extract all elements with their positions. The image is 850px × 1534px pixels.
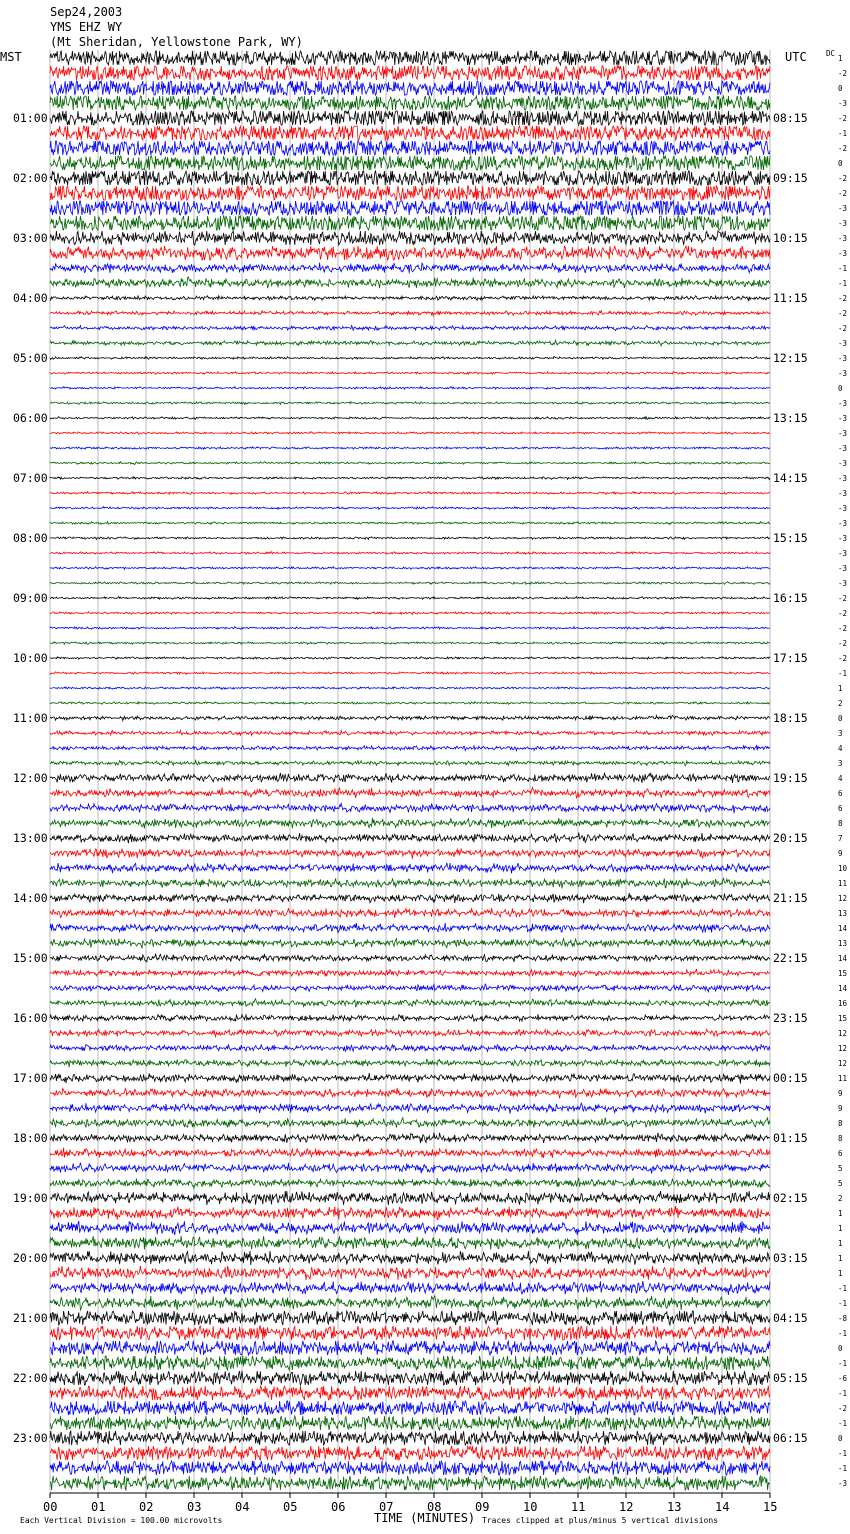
trace-line (50, 462, 770, 465)
dc-offset-label: -2 (838, 69, 848, 78)
trace-line (50, 356, 770, 359)
dc-offset-label: 6 (838, 804, 843, 813)
dc-offset-label: -2 (838, 1404, 848, 1413)
trace-line (50, 1341, 770, 1355)
trace-line (50, 552, 770, 555)
trace-line (50, 863, 770, 874)
mst-hour-label: 17:00 (13, 1071, 48, 1085)
x-tick-label: 11 (571, 1500, 586, 1514)
mst-axis-label: MST (0, 50, 22, 64)
utc-hour-label: 16:15 (773, 591, 808, 605)
trace-line (50, 1251, 770, 1265)
dc-offset-label: -2 (838, 144, 848, 153)
dc-offset-label: -2 (838, 639, 848, 648)
dc-offset-label: -3 (838, 459, 848, 468)
trace-line (50, 597, 770, 600)
x-tick-label: 15 (763, 1500, 778, 1514)
mst-hour-label: 03:00 (13, 231, 48, 245)
trace-line (50, 1416, 770, 1430)
dc-offset-label: 1 (838, 1224, 843, 1233)
trace-line (50, 387, 770, 390)
x-tick-label: 04 (235, 1500, 250, 1514)
mst-hour-label: 07:00 (13, 471, 48, 485)
trace-line (50, 492, 770, 495)
trace-line (50, 216, 770, 230)
trace-line (50, 731, 770, 736)
dc-offset-label: -3 (838, 474, 848, 483)
trace-line (50, 402, 770, 405)
x-tick-label: 02 (139, 1500, 154, 1514)
trace-group (50, 51, 770, 1490)
trace-line (50, 432, 770, 435)
footer-scale-note: Each Vertical Division = 100.00 microvolts (20, 1516, 223, 1525)
utc-hour-label: 02:15 (773, 1191, 808, 1205)
title-line-location: (Mt Sheridan, Yellowstone Park, WY) (50, 35, 303, 49)
trace-line (50, 201, 770, 215)
dc-offset-label: -6 (838, 1374, 848, 1383)
dc-offset-label: -3 (838, 339, 848, 348)
mst-hour-label: 13:00 (13, 831, 48, 845)
dc-offset-label: -1 (838, 1359, 848, 1368)
trace-line (50, 672, 770, 675)
dc-offset-label: 4 (838, 774, 843, 783)
dc-offset-label: 1 (838, 54, 843, 63)
trace-line (50, 1236, 770, 1250)
trace-line (50, 1178, 770, 1188)
dc-offset-label: -3 (838, 249, 848, 258)
trace-line (50, 263, 770, 274)
trace-line (50, 612, 770, 615)
dc-offset-label: 1 (838, 1254, 843, 1263)
mst-hour-label: 10:00 (13, 651, 48, 665)
trace-line (50, 582, 770, 585)
dc-offset-label: 13 (838, 939, 848, 948)
dc-offset-label: 12 (838, 1044, 848, 1053)
trace-line (50, 923, 770, 933)
dc-offset-label: -1 (838, 1389, 848, 1398)
utc-hour-label: 09:15 (773, 171, 808, 185)
mst-hour-label: 14:00 (13, 891, 48, 905)
dc-offset-label: -1 (838, 1329, 848, 1338)
dc-offset-label: 9 (838, 849, 843, 858)
trace-line (50, 1326, 770, 1340)
trace-line (50, 111, 770, 125)
title-line-date: Sep24,2003 (50, 5, 123, 19)
dc-offset-label: 14 (838, 984, 848, 993)
utc-hour-label: 20:15 (773, 831, 808, 845)
dc-offset-label: 3 (838, 759, 843, 768)
dc-offset-label: 8 (838, 819, 843, 828)
trace-line (50, 1044, 770, 1051)
trace-line (50, 340, 770, 346)
utc-hour-label: 03:15 (773, 1251, 808, 1265)
trace-line (50, 1206, 770, 1220)
dc-offset-labels (838, 54, 848, 1488)
trace-line (50, 642, 770, 645)
dc-offset-label: 12 (838, 1029, 848, 1038)
trace-line (50, 716, 770, 721)
dc-offset-label: 1 (838, 684, 843, 693)
dc-offset-label: 12 (838, 1059, 848, 1068)
dc-offset-label: 10 (838, 864, 848, 873)
mst-hour-label: 23:00 (13, 1431, 48, 1445)
dc-offset-label: 16 (838, 999, 848, 1008)
dc-offset-label: -1 (838, 279, 848, 288)
dc-offset-label: 7 (838, 834, 843, 843)
x-tick-label: 03 (187, 1500, 202, 1514)
dc-offset-label: -8 (838, 1314, 848, 1323)
dc-offset-label: -2 (838, 174, 848, 183)
trace-line (50, 1088, 770, 1099)
dc-offset-label: 8 (838, 1134, 843, 1143)
trace-line (50, 417, 770, 420)
dc-offset-label: -3 (838, 234, 848, 243)
trace-line (50, 477, 770, 480)
trace-line (50, 746, 770, 751)
trace-line (50, 567, 770, 570)
dc-offset-label: 6 (838, 789, 843, 798)
trace-line (50, 1029, 770, 1036)
trace-line (50, 156, 770, 170)
utc-hour-label: 00:15 (773, 1071, 808, 1085)
dc-offset-label: 2 (838, 1194, 843, 1203)
dc-offset-label: 0 (838, 84, 843, 93)
dc-offset-label: -2 (838, 594, 848, 603)
trace-line (50, 126, 770, 140)
mst-hour-label: 06:00 (13, 411, 48, 425)
dc-offset-label: 1 (838, 1209, 843, 1218)
x-tick-label: 10 (523, 1500, 538, 1514)
dc-label: DC (826, 49, 836, 58)
trace-line (50, 1431, 770, 1445)
trace-line (50, 522, 770, 525)
dc-offset-label: -1 (838, 1299, 848, 1308)
utc-hour-label: 01:15 (773, 1131, 808, 1145)
trace-line (50, 311, 770, 316)
trace-line (50, 1461, 770, 1475)
mst-hour-label: 18:00 (13, 1131, 48, 1145)
dc-offset-label: -3 (838, 204, 848, 213)
mst-hour-label: 09:00 (13, 591, 48, 605)
x-axis-title: TIME (MINUTES) (374, 1511, 476, 1525)
dc-offset-label: -3 (838, 1479, 848, 1488)
trace-line (50, 81, 770, 95)
trace-line (50, 507, 770, 510)
utc-hour-label: 08:15 (773, 111, 808, 125)
dc-offset-label: -3 (838, 489, 848, 498)
utc-hour-label: 10:15 (773, 231, 808, 245)
dc-offset-label: 11 (838, 1074, 848, 1083)
trace-line (50, 186, 770, 200)
dc-offset-label: -2 (838, 114, 848, 123)
title-line-station: YMS EHZ WY (50, 20, 123, 34)
dc-offset-label: -3 (838, 504, 848, 513)
dc-offset-label: -3 (838, 429, 848, 438)
dc-offset-label: -2 (838, 609, 848, 618)
dc-offset-label: -3 (838, 534, 848, 543)
dc-offset-label: -3 (838, 219, 848, 228)
dc-offset-label: 9 (838, 1089, 843, 1098)
dc-offset-label: 14 (838, 954, 848, 963)
trace-line (50, 849, 770, 859)
trace-line (50, 537, 770, 540)
dc-offset-label: -1 (838, 1464, 848, 1473)
mst-hour-label: 19:00 (13, 1191, 48, 1205)
trace-line (50, 1191, 770, 1205)
trace-line (50, 277, 770, 288)
utc-hour-label: 21:15 (773, 891, 808, 905)
dc-offset-label: 5 (838, 1179, 843, 1188)
dc-offset-label: -1 (838, 669, 848, 678)
trace-line (50, 1371, 770, 1385)
dc-offset-label: -3 (838, 519, 848, 528)
utc-hour-label: 19:15 (773, 771, 808, 785)
dc-offset-label: -3 (838, 99, 848, 108)
dc-offset-label: 9 (838, 1104, 843, 1113)
dc-offset-label: -3 (838, 564, 848, 573)
dc-offset-label: -3 (838, 444, 848, 453)
utc-hour-label: 15:15 (773, 531, 808, 545)
trace-line (50, 1281, 770, 1295)
dc-offset-label: -3 (838, 354, 848, 363)
dc-offset-label: 3 (838, 729, 843, 738)
dc-offset-label: -3 (838, 399, 848, 408)
mst-hour-label: 21:00 (13, 1311, 48, 1325)
trace-line (50, 999, 770, 1007)
mst-hour-labels (13, 111, 48, 1445)
dc-offset-label: 15 (838, 1014, 848, 1023)
x-tick-label: 09 (475, 1500, 490, 1514)
trace-line (50, 627, 770, 630)
dc-offset-label: 15 (838, 969, 848, 978)
trace-line (50, 296, 770, 301)
trace-line (50, 833, 770, 844)
trace-line (50, 1386, 770, 1400)
utc-hour-label: 13:15 (773, 411, 808, 425)
trace-line (50, 1221, 770, 1235)
dc-offset-label: -2 (838, 654, 848, 663)
utc-hour-label: 14:15 (773, 471, 808, 485)
mst-hour-label: 16:00 (13, 1011, 48, 1025)
dc-offset-label: 1 (838, 1239, 843, 1248)
trace-line (50, 984, 770, 992)
utc-hour-label: 05:15 (773, 1371, 808, 1385)
trace-line (50, 141, 770, 155)
trace-line (50, 803, 770, 813)
trace-line (50, 878, 770, 888)
trace-line (50, 687, 770, 690)
trace-line (50, 1133, 770, 1144)
trace-line (50, 231, 770, 245)
x-tick-label: 06 (331, 1500, 346, 1514)
mst-hour-label: 12:00 (13, 771, 48, 785)
dc-offset-label: 12 (838, 894, 848, 903)
trace-line (50, 969, 770, 977)
utc-hour-label: 04:15 (773, 1311, 808, 1325)
dc-offset-label: 6 (838, 1149, 843, 1158)
dc-offset-label: -1 (838, 1449, 848, 1458)
trace-line (50, 1266, 770, 1280)
trace-line (50, 1148, 770, 1158)
dc-offset-label: 0 (838, 1434, 843, 1443)
dc-offset-label: 2 (838, 699, 843, 708)
trace-line (50, 1311, 770, 1325)
dc-offset-label: -1 (838, 1284, 848, 1293)
dc-offset-label: 0 (838, 384, 843, 393)
dc-offset-label: -3 (838, 549, 848, 558)
footer-clip-note: Traces clipped at plus/minus 5 vertical divisions (482, 1516, 719, 1525)
utc-hour-label: 17:15 (773, 651, 808, 665)
trace-line (50, 246, 770, 260)
mst-hour-label: 20:00 (13, 1251, 48, 1265)
dc-offset-label: -2 (838, 624, 848, 633)
mst-hour-label: 11:00 (13, 711, 48, 725)
x-tick-label: 00 (43, 1500, 58, 1514)
trace-line (50, 96, 770, 110)
trace-line (50, 702, 770, 705)
utc-hour-label: 22:15 (773, 951, 808, 965)
trace-line (50, 372, 770, 375)
trace-line (50, 1296, 770, 1310)
dc-offset-label: -2 (838, 324, 848, 333)
trace-line (50, 447, 770, 450)
utc-hour-label: 12:15 (773, 351, 808, 365)
dc-offset-label: 0 (838, 714, 843, 723)
trace-line (50, 773, 770, 783)
x-tick-label: 14 (715, 1500, 730, 1514)
trace-line (50, 1118, 770, 1128)
trace-line (50, 787, 770, 798)
trace-line (50, 1014, 770, 1021)
utc-hour-label: 06:15 (773, 1431, 808, 1445)
dc-offset-label: -2 (838, 294, 848, 303)
mst-hour-label: 05:00 (13, 351, 48, 365)
mst-hour-label: 02:00 (13, 171, 48, 185)
dc-offset-label: -3 (838, 579, 848, 588)
trace-line (50, 1059, 770, 1067)
utc-hour-label: 11:15 (773, 291, 808, 305)
x-tick-label: 13 (667, 1500, 682, 1514)
utc-hour-labels (773, 111, 808, 1445)
dc-offset-label: 0 (838, 1344, 843, 1353)
trace-line (50, 1073, 770, 1084)
dc-offset-label: -1 (838, 1419, 848, 1428)
dc-offset-label: 14 (838, 924, 848, 933)
x-tick-label: 08 (427, 1500, 442, 1514)
dc-offset-label: -3 (838, 414, 848, 423)
x-tick-label: 01 (91, 1500, 106, 1514)
trace-line (50, 326, 770, 331)
trace-line (50, 657, 770, 660)
trace-line (50, 1356, 770, 1370)
trace-line (50, 171, 770, 185)
trace-line (50, 893, 770, 903)
mst-hour-label: 04:00 (13, 291, 48, 305)
dc-offset-label: -1 (838, 264, 848, 273)
trace-line (50, 1401, 770, 1415)
trace-line (50, 818, 770, 829)
x-tick-label: 12 (619, 1500, 634, 1514)
dc-offset-label: 0 (838, 159, 843, 168)
trace-line (50, 760, 770, 765)
dc-offset-label: 4 (838, 744, 843, 753)
x-tick-label: 07 (379, 1500, 394, 1514)
utc-hour-label: 18:15 (773, 711, 808, 725)
utc-hour-label: 23:15 (773, 1011, 808, 1025)
mst-hour-label: 15:00 (13, 951, 48, 965)
dc-offset-label: 5 (838, 1164, 843, 1173)
trace-line (50, 1163, 770, 1174)
mst-hour-label: 08:00 (13, 531, 48, 545)
trace-line (50, 908, 770, 918)
dc-offset-label: -1 (838, 129, 848, 138)
trace-line (50, 1476, 770, 1490)
trace-line (50, 51, 770, 65)
dc-offset-label: -2 (838, 309, 848, 318)
trace-line (50, 1103, 770, 1113)
dc-offset-label: 11 (838, 879, 848, 888)
utc-axis-label: UTC (785, 50, 807, 64)
dc-offset-label: 13 (838, 909, 848, 918)
trace-line (50, 938, 770, 948)
dc-offset-label: -2 (838, 189, 848, 198)
dc-offset-label: 8 (838, 1119, 843, 1128)
mst-hour-label: 22:00 (13, 1371, 48, 1385)
trace-line (50, 66, 770, 80)
trace-line (50, 1446, 770, 1460)
x-tick-label: 05 (283, 1500, 298, 1514)
dc-offset-label: 1 (838, 1269, 843, 1278)
trace-line (50, 954, 770, 962)
dc-offset-label: -3 (838, 369, 848, 378)
mst-hour-label: 01:00 (13, 111, 48, 125)
